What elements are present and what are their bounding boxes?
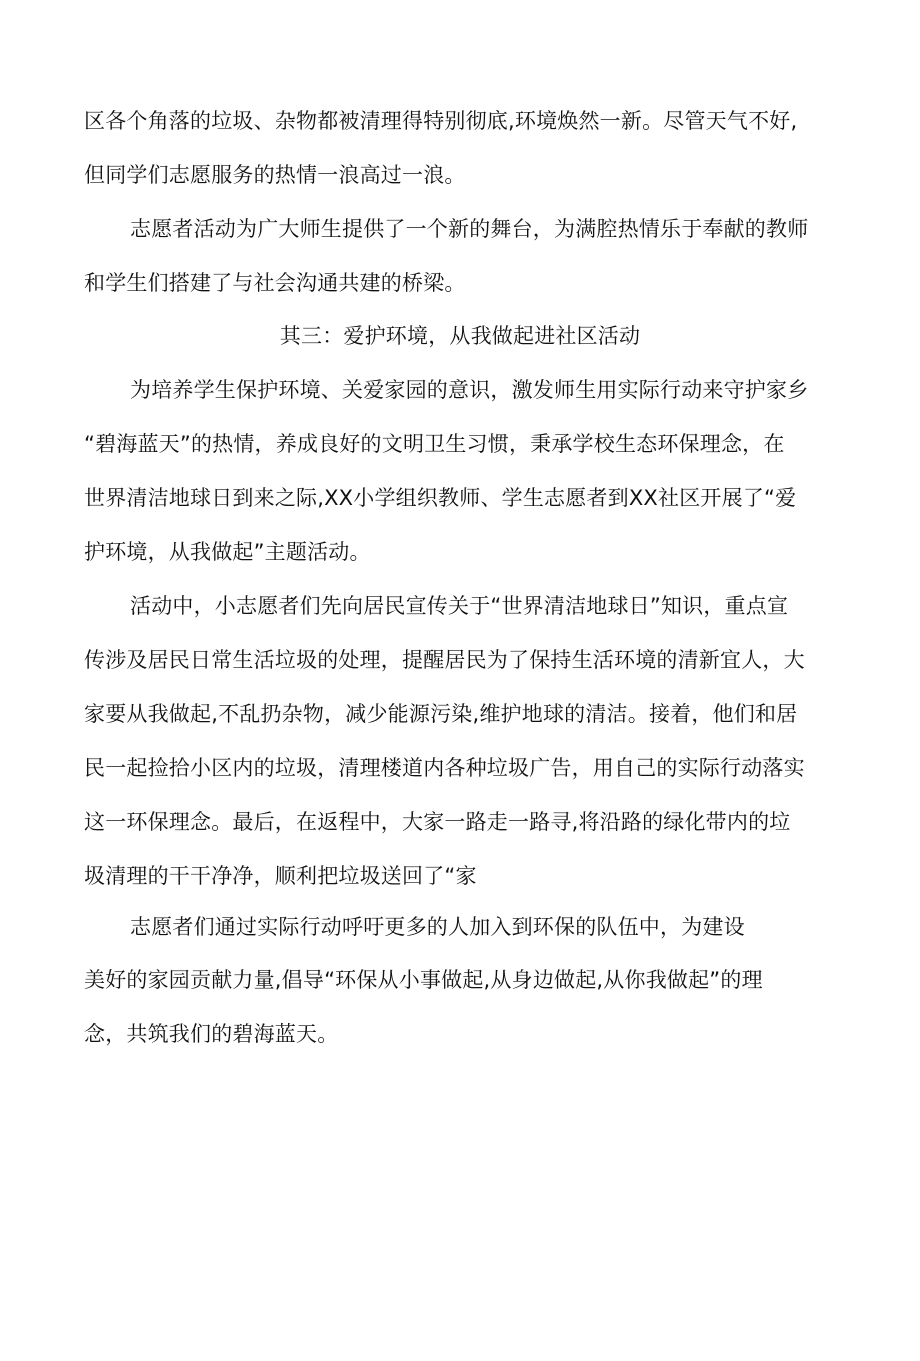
paragraph-line: 为培养学生保护环境、关爱家园的意识，激发师生用实际行动来守护家乡 <box>130 378 809 402</box>
paragraph-line: 美好的家园贡献力量,倡导“环保从小事做起,从身边做起,从你我做起”的理 <box>84 968 763 992</box>
paragraph-line: 家要从我做起,不乱扔杂物，减少能源污染,维护地球的清洁。接着，他们和居 <box>84 702 798 726</box>
paragraph-line: 民一起捡拾小区内的垃圾，清理楼道内各种垃圾广告，用自己的实际行动落实 <box>84 756 805 780</box>
paragraph-line: “碧海蓝天”的热情，养成良好的文明卫生习惯，秉承学校生态环保理念，在 <box>84 432 785 456</box>
paragraph-line: 志愿者们通过实际行动呼吁更多的人加入到环保的队伍中，为建设 <box>130 915 745 939</box>
paragraph-line: 圾清理的干干净净，顺利把垃圾送回了“家 <box>84 864 477 888</box>
paragraph-line: 区各个角落的垃圾、杂物都被清理得特别彻底,环境焕然一新。尽管天气不好, <box>84 109 798 133</box>
paragraph-line: 这一环保理念。最后，在返程中，大家一路走一路寻,将沿路的绿化带内的垃 <box>84 810 791 834</box>
paragraph-line: 活动中，小志愿者们先向居民宣传关于“世界清洁地球日”知识，重点宣 <box>130 594 789 618</box>
section-heading: 其三：爱护环境，从我做起进社区活动 <box>279 324 641 348</box>
paragraph-line: 护环境，从我做起”主题活动。 <box>84 540 371 564</box>
paragraph-line: 世界清洁地球日到来之际,XX小学组织教师、学生志愿者到XX社区开展了“爱 <box>84 486 797 510</box>
paragraph-line: 传涉及居民日常生活垃圾的处理，提醒居民为了保持生活环境的清新宜人，大 <box>84 648 805 672</box>
paragraph-line: 但同学们志愿服务的热情一浪高过一浪。 <box>84 163 466 187</box>
paragraph-line: 念，共筑我们的碧海蓝天。 <box>84 1022 339 1046</box>
paragraph-line: 和学生们搭建了与社会沟通共建的桥梁。 <box>84 271 466 295</box>
paragraph-line: 志愿者活动为广大师生提供了一个新的舞台，为满腔热情乐于奉献的教师 <box>130 217 809 241</box>
